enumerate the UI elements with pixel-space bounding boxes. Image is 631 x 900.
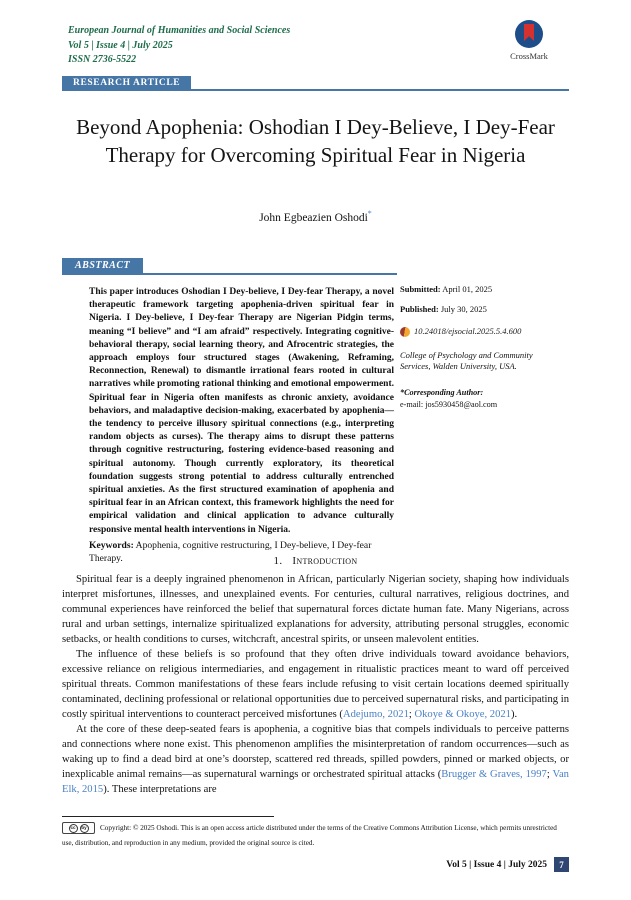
author-name: John Egbeazien Oshodi	[259, 211, 368, 224]
footer-pagination	[446, 857, 569, 872]
published-date: July 30, 2025	[438, 304, 487, 314]
section-title: Introduction	[292, 555, 358, 567]
author-affiliation: College of Psychology and Community Services, Walden University, USA.	[400, 350, 533, 371]
citation-separator: ;	[408, 709, 415, 720]
submitted-date: April 01, 2025	[440, 284, 493, 294]
article-info-sidebar	[400, 284, 572, 410]
submitted-row	[400, 284, 572, 295]
journal-masthead	[68, 24, 290, 68]
paragraph-text: ).	[103, 784, 112, 795]
paragraph-text: The influence of these beliefs is so profound that they often drive individuals toward avoidance behaviors, excessive reliance on religious intermediaries, and engagement in ritualistic practices meant to ward off perceived spiritual threats. Common manifestations of these fears include refusing to visit certain locations deemed spiritually contaminated, declining professional or relational opportunities due to perceived supernatural risks, and participating in costly spiritual interventions to counteract perceived misfortunes (	[62, 649, 569, 720]
abstract-divider	[62, 273, 397, 275]
abstract-body: This paper introduces Oshodian I Dey-believe, I Dey-fear Therapy, a novel therapeutic framework targeting apophenia-driven spiritual fear in Nigeria. I Dey-believe, I Dey-fear Therapy are Nigerian Pidgin terms, meaning “I believe” and “I am afraid” respectively. Integrating cognitive-behavioral therapy, social learning theory, and Afrocentric strategies, the approach employs four structured stages (Awakening, Reframing, Reconnection, Renewal) to dismantle irrational fears rooted in cultural narratives while promoting rational thinking and emotional empowerment. Spiritual fear in Nigeria often manifests as chronic anxiety, avoidance behaviors, and maladaptive decision-making, exacerbated by apophenia—the tendency to perceive illusory spiritual connections (e.g., interpreting random objects as curses). The therapy aims to disrupt these patterns through cognitive restructuring, fostering evidence-based reasoning and spiritual autonomy. Though currently exploratory, its theoretical foundation suggests strong potential to address culturally entrenched spiritual anxieties. As the first structured examination of apophenia and spiritual fear in an African context, this framework highlights the need for empirical validation and clinical application to advance culturally responsive mental health interventions in Nigeria.	[89, 287, 394, 535]
header-divider	[62, 89, 569, 91]
published-label: Published:	[400, 304, 439, 314]
journal-volume-line: Vol 5 | Issue 4 | July 2025	[68, 39, 173, 51]
doi-row	[400, 326, 572, 337]
intro-paragraph-3	[62, 722, 569, 797]
cc-icon: cc	[69, 824, 78, 833]
footnote-divider	[62, 816, 274, 817]
paragraph-text: ).	[510, 709, 518, 720]
published-row	[400, 304, 572, 315]
citation-link-brugger-graves-1997[interactable]: Brugger & Graves, 1997	[441, 769, 547, 780]
corresponding-author-email[interactable]: e-mail: jos5930458@aol.com	[400, 400, 498, 409]
page-number-badge: 7	[554, 857, 569, 872]
footer-volume-line: Vol 5 | Issue 4 | July 2025	[446, 859, 547, 870]
article-title: Beyond Apophenia: Oshodian I Dey-Believe, I Dey-Fear Therapy for Overcoming Spiritual Fear in Nigeria	[76, 115, 555, 167]
research-article-badge: RESEARCH ARTICLE	[62, 76, 191, 91]
intro-paragraph-1: Spiritual fear is a deeply ingrained phenomenon in African, particularly Nigerian society, shaping how individuals interpret misfortunes, illnesses, and unexplained events. For centuries, cultural narratives, religious doctrines, and communal experiences have reinforced the belief that supernatural forces dictate human fate. Many Nigerians, across rural and urban settings, internalize spiritualized explanations for adversity, attributing personal struggles, economic setbacks, or health conditions to curses, witchcraft, ancestral spirits, or unseen malevolent entities.	[62, 574, 569, 645]
corresponding-author-mark[interactable]: *	[367, 209, 372, 218]
keywords-label: Keywords:	[89, 540, 134, 551]
citation-link-van-elk-2015[interactable]: Van Elk, 2015	[62, 769, 569, 795]
keywords-text: Apophenia, cognitive restructuring, I Dey-believe, I Dey-fear Therapy.	[89, 540, 372, 564]
corresponding-author-label: *Corresponding Author:	[400, 388, 484, 397]
abstract-heading: ABSTRACT	[62, 258, 143, 274]
copyright-text: Copyright: © 2025 Oshodi. This is an open access article distributed under the terms of the Creative Commons Attribution License, which permits unrestricted use, distribution, and reproduction in any medium, provided the original source is cited.	[62, 824, 557, 847]
citation-link-okoye-2021[interactable]: Okoye & Okoye, 2021	[414, 709, 511, 720]
crossmark-logo[interactable]	[497, 20, 561, 61]
section-heading-introduction	[62, 555, 569, 567]
doi-link[interactable]: 10.24018/ejsocial.2025.5.4.600	[414, 326, 522, 336]
crossmark-label: CrossMark	[510, 51, 548, 61]
doi-icon	[400, 327, 410, 337]
citation-separator: ;	[546, 769, 553, 780]
crossmark-ribbon-icon	[524, 24, 534, 41]
author-line	[0, 209, 631, 224]
cc-by-icon: by	[80, 824, 89, 833]
paragraph-text: At the core of these deep-seated fears is apophenia, a cognitive bias that compels individuals to perceive patterns and connections where none exist. This phenomenon amplifies the misinterpretation of random occurrences—such as waking up to find a dead bird at one’s doorstep, scattered red threads, spilled powders, pinned or marked objects, or inexplicable animal remains—as supernatural warnings or orchestrated spiritual attacks (	[62, 724, 569, 780]
crossmark-icon	[515, 20, 543, 48]
article-body	[62, 572, 569, 797]
section-number: 1.	[273, 555, 283, 567]
cc-by-license-icon[interactable]	[62, 822, 95, 834]
citation-link-adejumo-2021[interactable]: Adejumo, 2021	[342, 709, 409, 720]
copyright-note	[62, 821, 569, 850]
submitted-label: Submitted:	[400, 284, 441, 294]
journal-issn: ISSN 2736-5522	[68, 54, 137, 65]
paragraph-text: These interpretations are	[111, 784, 217, 795]
intro-paragraph-2	[62, 647, 569, 722]
journal-title: European Journal of Humanities and Social Sciences	[68, 25, 291, 36]
